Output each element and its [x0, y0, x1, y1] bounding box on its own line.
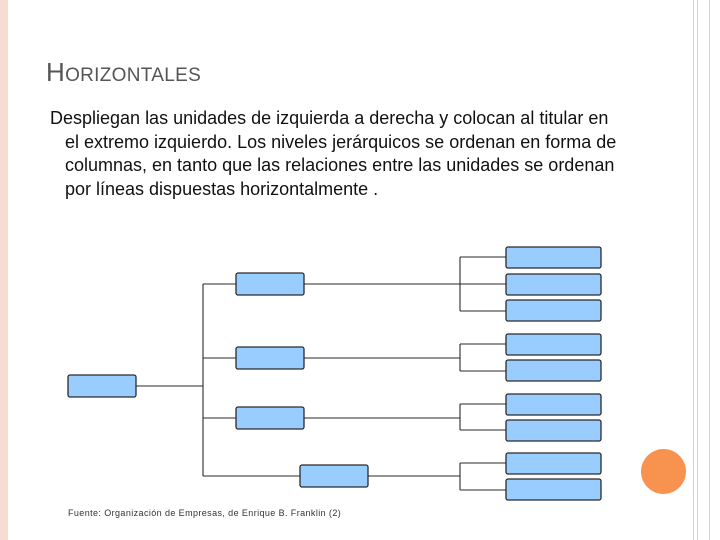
- org-unit-level3: [506, 334, 601, 355]
- org-unit-level2: [236, 347, 304, 369]
- org-unit-level3: [506, 247, 601, 268]
- slide-body-text: Despliegan las unidades de izquierda a derecha y colocan al titular en el extremo izquierdo. Los niveles jerárquicos se ordenan en forma de columnas, en tanto que las relaciones entre las unidades se ordenan por líneas dispuestas horizontalmente .: [50, 108, 617, 199]
- org-unit-level3: [506, 479, 601, 500]
- decorative-circle: [641, 449, 686, 494]
- org-unit-level3: [506, 420, 601, 441]
- org-unit-level2: [236, 273, 304, 295]
- org-unit-level3: [506, 360, 601, 381]
- org-unit-level3: [506, 394, 601, 415]
- org-unit-level3: [506, 300, 601, 321]
- org-unit-level3: [506, 453, 601, 474]
- source-caption: Fuente: Organización de Empresas, de Enrique B. Franklin (2): [68, 508, 342, 518]
- org-unit-level3: [506, 274, 601, 295]
- title-initial: H: [46, 57, 66, 87]
- title-rest: ORIZONTALES: [65, 65, 202, 86]
- org-unit-titular: [68, 375, 136, 397]
- org-unit-level2: [236, 407, 304, 429]
- org-unit-level2: [300, 465, 368, 487]
